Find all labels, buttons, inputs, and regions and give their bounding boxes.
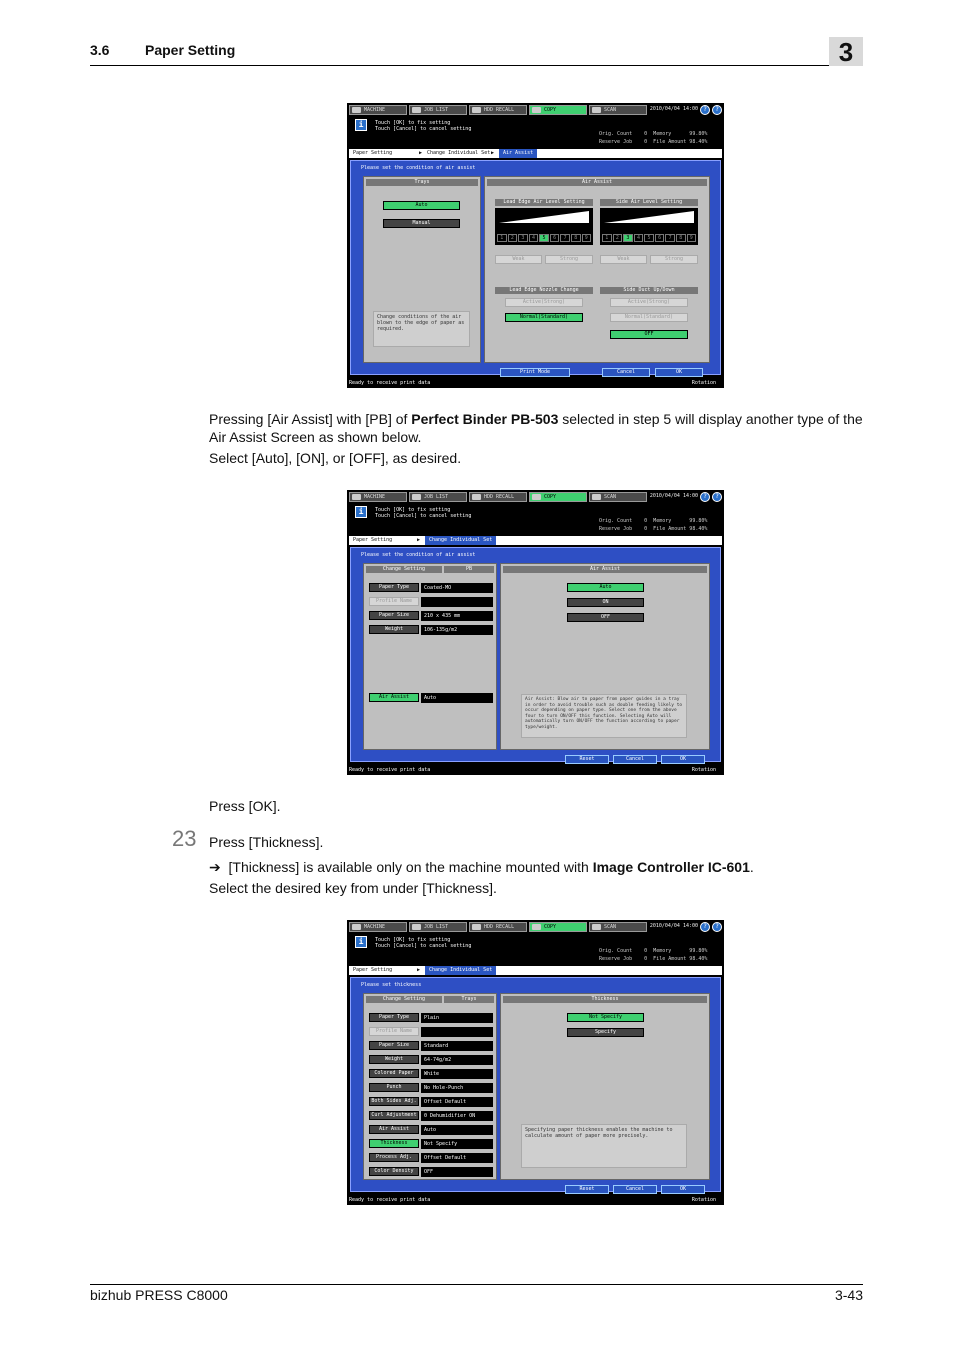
air-assist-panel bbox=[500, 563, 710, 750]
question-icon[interactable]: ? bbox=[712, 922, 722, 932]
tab-scan[interactable]: SCAN bbox=[589, 922, 647, 932]
reset-button[interactable]: Reset bbox=[565, 755, 609, 764]
thickness-panel bbox=[500, 993, 710, 1180]
lead-strong-button[interactable]: Strong bbox=[545, 255, 593, 264]
breadcrumb-paper-setting[interactable]: Paper Setting bbox=[353, 537, 393, 543]
tab-scan[interactable]: SCAN bbox=[589, 105, 647, 115]
change-setting-title: Change Setting bbox=[366, 566, 442, 573]
lead-edge-title: Lead Edge Air Level Setting bbox=[495, 199, 593, 206]
trays-description: Change conditions of the air blown to the edge of paper as required. bbox=[373, 311, 470, 347]
nozzle-title: Lead Edge Nozzle Change bbox=[495, 287, 593, 294]
help-icon[interactable]: ? bbox=[700, 922, 710, 932]
cancel-button[interactable]: Cancel bbox=[602, 368, 650, 377]
change-setting-title: Change Setting bbox=[366, 996, 442, 1003]
air-assist-value: Auto bbox=[421, 693, 493, 703]
color-density-button[interactable]: Color Density bbox=[369, 1167, 419, 1176]
info-icon: i bbox=[355, 936, 367, 948]
air-assist-description: Air Assist: Blow air to paper from paper guides in a tray in order to avoid trouble such as double feeding likely to occur depending on paper type. Select one from the above four to turn ON/OFF this function. Selecting Auto will automatically turn ON/OFF the function according to paper type/weight. bbox=[521, 694, 687, 738]
breadcrumb-paper-setting[interactable]: Paper Setting bbox=[353, 967, 393, 973]
prompt: Please set thickness bbox=[361, 982, 422, 988]
tab-hdd-recall[interactable]: HDD RECALL bbox=[469, 492, 527, 502]
curl-adjustment-value: 0 Dehumidifier ON bbox=[421, 1111, 493, 1121]
punch-button[interactable]: Punch bbox=[369, 1083, 419, 1092]
prompt: Please set the condition of air assist bbox=[361, 552, 476, 558]
print-mode-button[interactable]: Print Mode bbox=[500, 368, 570, 377]
chapter-badge: 3 bbox=[829, 37, 863, 66]
paper-type-button[interactable]: Paper Type bbox=[369, 583, 419, 592]
colored-paper-button[interactable]: Colored Paper bbox=[369, 1069, 419, 1078]
breadcrumb-air-assist: Air Assist bbox=[499, 149, 537, 158]
weight-value: 64-74g/m2 bbox=[421, 1055, 493, 1065]
weight-value: 106-135g/m2 bbox=[421, 625, 493, 635]
tab-hdd-recall[interactable]: HDD RECALL bbox=[469, 922, 527, 932]
not-specify-button[interactable]: Not Specify bbox=[567, 1013, 644, 1022]
pb-title: PB bbox=[444, 566, 494, 573]
arrow-icon: ➔ bbox=[209, 859, 221, 875]
reset-button[interactable]: Reset bbox=[565, 1185, 609, 1194]
both-sides-adj-value: Offset Default bbox=[421, 1097, 493, 1107]
auto-button[interactable]: Auto bbox=[567, 583, 644, 592]
process-adj-button[interactable]: Process Adj. bbox=[369, 1153, 419, 1162]
paragraph-press-ok: Press [OK]. bbox=[209, 798, 281, 814]
air-assist-panel bbox=[484, 176, 710, 363]
header-rule bbox=[90, 65, 863, 66]
side-weak-button[interactable]: Weak bbox=[600, 255, 647, 264]
help-icon[interactable]: ? bbox=[700, 105, 710, 115]
breadcrumb-change-individual: Change Individual Set bbox=[425, 966, 496, 975]
punch-value: No Hole-Punch bbox=[421, 1083, 493, 1093]
tab-copy[interactable]: COPY bbox=[529, 922, 587, 932]
change-setting-panel bbox=[363, 993, 497, 1180]
tab-copy[interactable]: COPY bbox=[529, 105, 587, 115]
breadcrumb: Paper Setting ▶ Change Individual Set ▶ Air Assist bbox=[349, 149, 722, 158]
ok-button[interactable]: OK bbox=[655, 368, 703, 377]
paragraph-select-thickness: Select the desired key from under [Thickness]. bbox=[209, 880, 497, 896]
duct-title: Side Duct Up/Down bbox=[600, 287, 698, 294]
off-button[interactable]: OFF bbox=[567, 613, 644, 622]
color-density-value: OFF bbox=[421, 1167, 493, 1177]
prompt: Please set the condition of air assist bbox=[361, 165, 476, 171]
question-icon[interactable]: ? bbox=[712, 105, 722, 115]
breadcrumb-change-individual[interactable]: Change Individual Set bbox=[427, 150, 491, 156]
tab-job-list[interactable]: JOB LIST bbox=[409, 922, 467, 932]
tab-job-list[interactable]: JOB LIST bbox=[409, 492, 467, 502]
message: Touch [OK] to fix setting Touch [Cancel] to cancel setting bbox=[375, 937, 472, 949]
cancel-button[interactable]: Cancel bbox=[613, 755, 657, 764]
tab-machine[interactable]: MACHINE bbox=[349, 922, 407, 932]
paper-type-value: Coated-MO bbox=[421, 583, 493, 593]
tab-machine[interactable]: MACHINE bbox=[349, 492, 407, 502]
tab-machine[interactable]: MACHINE bbox=[349, 105, 407, 115]
air-assist-button[interactable]: Air Assist bbox=[369, 693, 419, 702]
side-air-title: Side Air Level Setting bbox=[600, 199, 698, 206]
ok-button[interactable]: OK bbox=[661, 1185, 705, 1194]
specify-button[interactable]: Specify bbox=[567, 1028, 644, 1037]
on-button[interactable]: ON bbox=[567, 598, 644, 607]
both-sides-adj-button[interactable]: Both Sides Adj. bbox=[369, 1097, 419, 1106]
cancel-button[interactable]: Cancel bbox=[613, 1185, 657, 1194]
lead-edge-gauge: 1 2 3 4 5 6 7 8 9 bbox=[495, 208, 593, 245]
manual-button[interactable]: Manual bbox=[383, 219, 460, 228]
air-assist-button[interactable]: Air Assist bbox=[369, 1125, 419, 1134]
screenshot-air-assist-pb bbox=[347, 490, 724, 775]
paper-size-button[interactable]: Paper Size bbox=[369, 1041, 419, 1050]
air-assist-value: Auto bbox=[421, 1125, 493, 1135]
trays-panel bbox=[363, 176, 481, 363]
change-setting-panel bbox=[363, 563, 497, 750]
datetime: 2010/04/04 14:00 bbox=[649, 106, 698, 112]
thickness-button[interactable]: Thickness bbox=[369, 1139, 419, 1148]
tab-job-list[interactable]: JOB LIST bbox=[409, 105, 467, 115]
ok-button[interactable]: OK bbox=[661, 755, 705, 764]
section-title: Paper Setting bbox=[145, 42, 236, 58]
air-assist-title: Air Assist bbox=[503, 566, 707, 573]
paper-size-value: 210 x 435 mm bbox=[421, 611, 493, 621]
step-text: Press [Thickness]. bbox=[209, 834, 324, 850]
curl-adjustment-button[interactable]: Curl Adjustment bbox=[369, 1111, 419, 1120]
step-number: 23 bbox=[172, 826, 197, 851]
colored-paper-value: White bbox=[421, 1069, 493, 1079]
footer-page: 3-43 bbox=[834, 1287, 863, 1303]
tab-copy[interactable]: COPY bbox=[529, 492, 587, 502]
thickness-description: Specifying paper thickness enables the machine to calculate amount of paper more precisely. bbox=[521, 1124, 687, 1168]
profile-name-value bbox=[421, 1027, 493, 1037]
nozzle-active-button[interactable]: Active(Strong) bbox=[505, 298, 583, 307]
question-icon[interactable]: ? bbox=[712, 492, 722, 502]
duct-off-button[interactable]: OFF bbox=[610, 330, 688, 339]
breadcrumb-paper-setting[interactable]: Paper Setting bbox=[353, 150, 393, 156]
message: Touch [OK] to fix setting Touch [Cancel] to cancel setting bbox=[375, 120, 472, 132]
profile-name-button[interactable]: Profile Name bbox=[369, 597, 419, 606]
section-number: 3.6 bbox=[90, 42, 110, 58]
screenshot-thickness bbox=[347, 920, 724, 1205]
side-air-gauge: 1 2 3 4 5 6 7 8 9 bbox=[600, 208, 698, 245]
status-counters: Orig. Count 0 Memory 99.80% Reserve Job 0 File Amount 98.40% bbox=[599, 518, 708, 532]
profile-name-value bbox=[421, 597, 493, 607]
nozzle-normal-button[interactable]: Normal(Standard) bbox=[505, 313, 583, 322]
side-strong-button[interactable]: Strong bbox=[650, 255, 698, 264]
screenshot-air-assist-trays bbox=[347, 103, 724, 388]
breadcrumb: Paper Setting ▶ Change Individual Set bbox=[349, 966, 722, 975]
paper-size-button[interactable]: Paper Size bbox=[369, 611, 419, 620]
auto-button[interactable]: Auto bbox=[383, 201, 460, 210]
trays-title: Trays bbox=[444, 996, 494, 1003]
help-icon[interactable]: ? bbox=[700, 492, 710, 502]
duct-normal-button[interactable]: Normal(Standard) bbox=[610, 313, 688, 322]
air-assist-title: Air Assist bbox=[487, 179, 707, 186]
weight-button[interactable]: Weight bbox=[369, 1055, 419, 1064]
status-counters: Orig. Count 0 Memory 99.80% Reserve Job 0 File Amount 98.40% bbox=[599, 131, 708, 145]
thickness-value: Not Specify bbox=[421, 1139, 493, 1149]
paper-size-value: Standard bbox=[421, 1041, 493, 1051]
info-icon: i bbox=[355, 119, 367, 131]
breadcrumb: Paper Setting ▶ Change Individual Set bbox=[349, 536, 722, 545]
trays-title: Trays bbox=[366, 179, 478, 186]
process-adj-value: Offset Default bbox=[421, 1153, 493, 1163]
weight-button[interactable]: Weight bbox=[369, 625, 419, 634]
duct-active-button[interactable]: Active(Strong) bbox=[610, 298, 688, 307]
message: Touch [OK] to fix setting Touch [Cancel] to cancel setting bbox=[375, 507, 472, 519]
paper-type-button[interactable]: Paper Type bbox=[369, 1013, 419, 1022]
footer-rule bbox=[90, 1284, 863, 1285]
tab-hdd-recall[interactable]: HDD RECALL bbox=[469, 105, 527, 115]
paragraph-pb503: Pressing [Air Assist] with [PB] of Perfect Binder PB-503 selected in step 5 will display another type of the Air Assist Screen as shown below. bbox=[209, 411, 863, 445]
info-icon: i bbox=[355, 506, 367, 518]
breadcrumb-change-individual: Change Individual Set bbox=[425, 536, 496, 545]
paper-type-value: Plain bbox=[421, 1013, 493, 1023]
status-counters: Orig. Count 0 Memory 99.80% Reserve Job 0 File Amount 98.40% bbox=[599, 948, 708, 962]
note: ➔ [Thickness] is available only on the machine mounted with Image Controller IC-601. bbox=[209, 859, 754, 875]
status-bar: Ready to receive print data Rotation bbox=[349, 767, 716, 773]
datetime: 2010/04/04 14:00 bbox=[649, 923, 698, 929]
thickness-title: Thickness bbox=[503, 996, 707, 1003]
lead-weak-button[interactable]: Weak bbox=[495, 255, 542, 264]
profile-name-button[interactable]: Profile Name bbox=[369, 1027, 419, 1036]
footer-product: bizhub PRESS C8000 bbox=[90, 1287, 228, 1303]
status-bar: Ready to receive print data Rotation bbox=[349, 380, 716, 386]
status-bar: Ready to receive print data Rotation bbox=[349, 1197, 716, 1203]
datetime: 2010/04/04 14:00 bbox=[649, 493, 698, 499]
tab-scan[interactable]: SCAN bbox=[589, 492, 647, 502]
paragraph-select: Select [Auto], [ON], or [OFF], as desired. bbox=[209, 450, 462, 466]
